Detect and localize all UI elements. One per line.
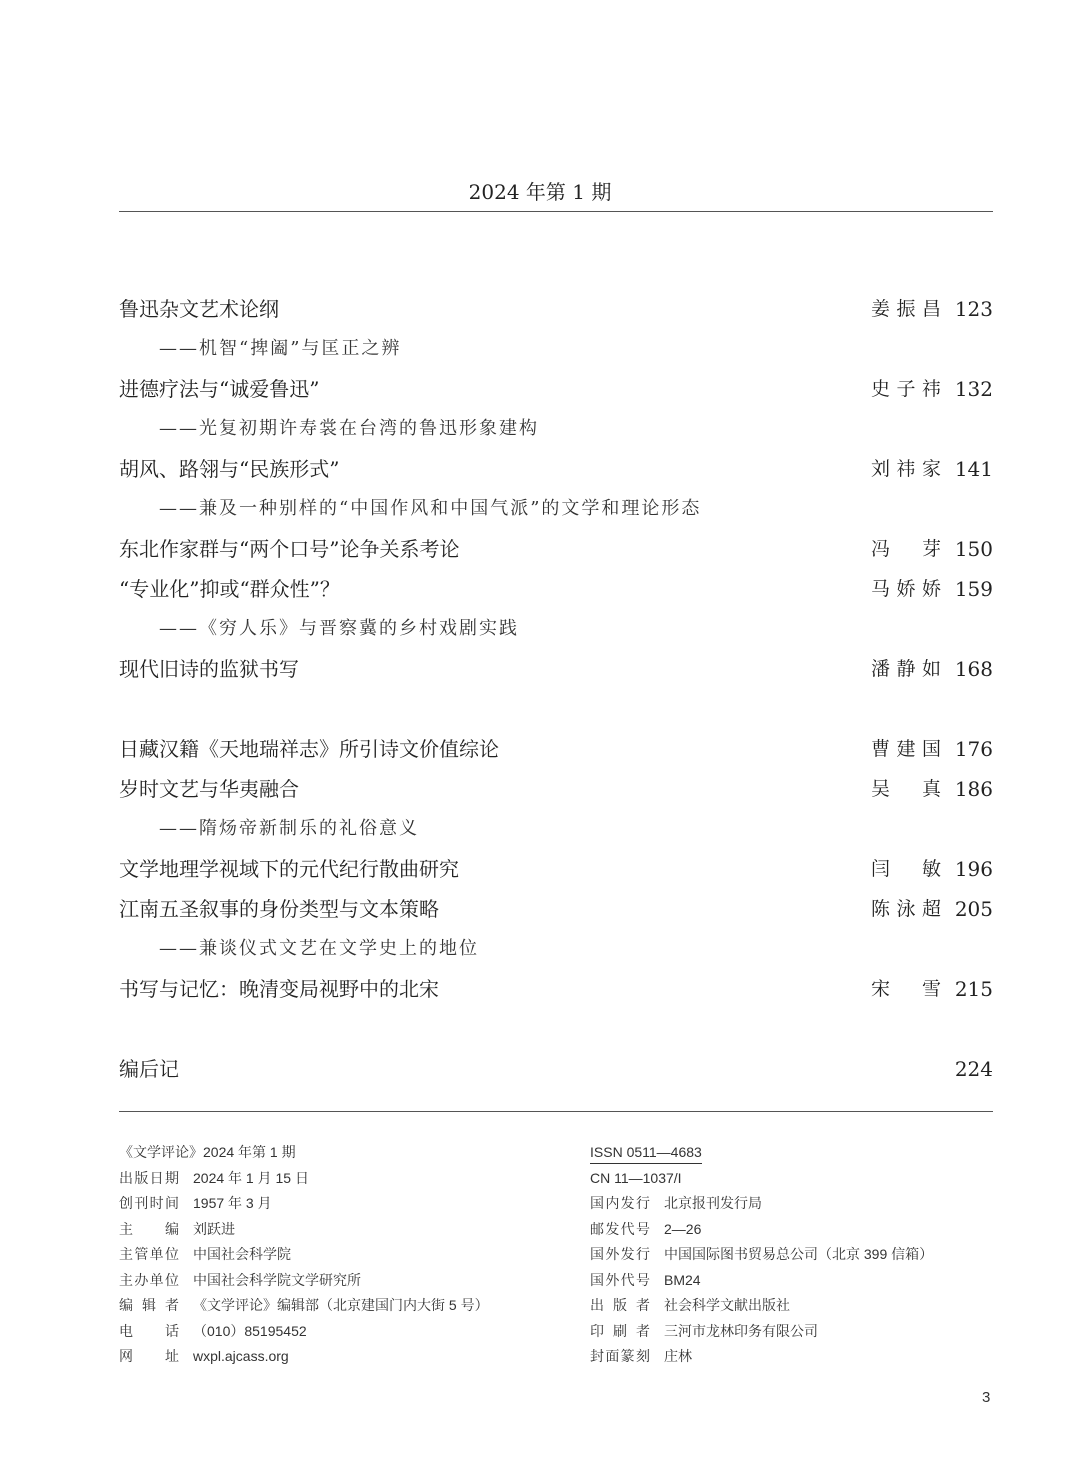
toc-subtitle-row: [119, 609, 993, 649]
toc-entry: [119, 849, 993, 889]
issue-heading: 2024 年第 1 期: [468, 180, 612, 204]
toc-title: 书写与记忆：晚清变局视野中的北宋: [119, 977, 439, 1001]
info-row: [119, 1166, 489, 1192]
toc-entry: [119, 569, 993, 609]
cn-number: CN 11—1037/I: [590, 1169, 682, 1186]
toc-entry: [119, 1049, 993, 1089]
toc-title: 江南五圣叙事的身份类型与文本策略: [119, 897, 439, 921]
info-value: 2024 年 1 月 15 日: [193, 1169, 309, 1186]
info-value: 2—26: [664, 1220, 702, 1237]
info-label: 创刊时间: [119, 1195, 179, 1211]
info-label: 国外发行: [590, 1246, 650, 1262]
toc-page-number: 196: [954, 857, 993, 881]
toc-page-number: 159: [954, 577, 993, 601]
toc-page-number: 186: [954, 777, 993, 801]
toc-section-gap: [119, 689, 993, 729]
toc-entry: [119, 769, 993, 809]
info-value: BM24: [664, 1271, 701, 1288]
toc-title: 编后记: [119, 1057, 179, 1081]
toc-subtitle-row: [119, 809, 993, 849]
toc-subtitle-row: [119, 329, 993, 369]
journal-issue: 《文学评论》2024 年第 1 期: [119, 1144, 296, 1160]
info-label: 主管单位: [119, 1246, 179, 1262]
info-row: [119, 1344, 489, 1370]
info-value: 《文学评论》编辑部（北京建国门内大街 5 号）: [193, 1297, 489, 1313]
page-number: 3: [982, 1389, 991, 1406]
info-label: 国外代号: [590, 1271, 650, 1288]
toc-subtitle: ——机智“捭阖”与匡正之辨: [159, 338, 402, 359]
toc-subtitle: ——兼及一种别样的“中国作风和中国气派”的文学和理论形态: [159, 498, 702, 519]
info-label: 出版日期: [119, 1169, 179, 1186]
info-value: 社会科学文献出版社: [664, 1297, 790, 1313]
info-row: [119, 1217, 489, 1243]
toc-author: 姜振昌: [871, 298, 941, 320]
info-label: 国内发行: [590, 1195, 650, 1211]
toc-page-number: 141: [954, 457, 993, 481]
info-row: [119, 1293, 489, 1319]
toc-title: 进德疗法与“诚爱鲁迅”: [119, 377, 320, 401]
toc-page-number: 215: [954, 977, 993, 1001]
info-label: 邮发代号: [590, 1220, 650, 1237]
toc-author: 潘静如: [871, 658, 941, 680]
toc-author: 闫敏: [871, 858, 941, 880]
info-label: 印刷者: [590, 1322, 650, 1339]
info-label: 主办单位: [119, 1271, 179, 1288]
info-row: [119, 1268, 489, 1294]
toc-title: 鲁迅杂文艺术论纲: [119, 297, 279, 321]
toc-page-number: 176: [954, 737, 993, 761]
toc-page-number: 168: [954, 657, 993, 681]
toc-subtitle: ——《穷人乐》与晋察冀的乡村戏剧实践: [159, 618, 519, 639]
info-value: 中国国际图书贸易总公司（北京 399 信箱）: [664, 1246, 934, 1262]
info-label: 主编: [119, 1220, 179, 1237]
footer-rule: [119, 1111, 993, 1112]
info-row: [119, 1319, 489, 1345]
info-value: 中国社会科学院: [193, 1246, 291, 1262]
toc-entry: [119, 729, 993, 769]
publication-info-right: [590, 1140, 933, 1370]
info-row: [119, 1242, 489, 1268]
info-label: 出版者: [590, 1297, 650, 1313]
toc-subtitle-row: [119, 409, 993, 449]
toc-section-gap: [119, 1009, 993, 1049]
info-value: 刘跃进: [193, 1220, 235, 1237]
toc-page-number: 123: [954, 297, 993, 321]
info-value: 中国社会科学院文学研究所: [193, 1271, 361, 1288]
info-value: 三河市龙林印务有限公司: [664, 1322, 818, 1339]
toc-subtitle: ——兼谈仪式文艺在文学史上的地位: [159, 938, 479, 959]
info-row: [590, 1191, 933, 1217]
info-row: [590, 1344, 933, 1370]
info-value: 庄林: [664, 1348, 692, 1364]
info-value: 北京报刊发行局: [664, 1195, 762, 1211]
toc-page-number: 205: [954, 897, 993, 921]
toc-subtitle-row: [119, 489, 993, 529]
toc-title: 胡风、路翎与“民族形式”: [119, 457, 340, 481]
info-label: 电话: [119, 1322, 179, 1339]
toc-entry: [119, 369, 993, 409]
toc-title: 文学地理学视域下的元代纪行散曲研究: [119, 857, 459, 881]
info-label: 编辑者: [119, 1297, 179, 1313]
info-label: 网址: [119, 1348, 179, 1364]
toc-author: 史子祎: [871, 378, 941, 400]
info-row: [590, 1217, 933, 1243]
toc-author: 陈泳超: [871, 898, 941, 920]
toc-author: 刘祎家: [871, 458, 941, 480]
toc-title: 东北作家群与“两个口号”论争关系考论: [119, 537, 460, 561]
toc-subtitle-row: [119, 929, 993, 969]
info-value: 1957 年 3 月: [193, 1195, 272, 1211]
toc-page-number: 150: [954, 537, 993, 561]
toc-entry: [119, 289, 993, 329]
toc-title: “专业化”抑或“群众性”？: [119, 577, 340, 601]
toc-subtitle: ——光复初期许寿裳在台湾的鲁迅形象建构: [159, 418, 539, 439]
info-row: [119, 1191, 489, 1217]
info-row: [590, 1319, 933, 1345]
toc-entry: [119, 969, 993, 1009]
header-rule: [119, 211, 993, 212]
toc-entry: [119, 889, 993, 929]
toc-subtitle: ——隋炀帝新制乐的礼俗意义: [159, 818, 419, 839]
toc-title: 岁时文艺与华夷融合: [119, 777, 299, 801]
info-row: [590, 1242, 933, 1268]
issn: ISSN 0511—4683: [590, 1141, 702, 1164]
toc-title: 日藏汉籍《天地瑞祥志》所引诗文价值综论: [119, 737, 499, 761]
info-row: [590, 1268, 933, 1294]
info-value: （010）85195452: [193, 1322, 307, 1339]
toc-page-number: 132: [954, 377, 993, 401]
toc-author: 吴真: [871, 778, 941, 800]
toc-title: 现代旧诗的监狱书写: [119, 657, 299, 681]
publication-info-left: [119, 1140, 489, 1370]
toc-author: 马娇娇: [871, 578, 941, 600]
info-row: [590, 1293, 933, 1319]
table-of-contents: [119, 289, 993, 1089]
toc-author: 宋雪: [871, 978, 941, 1000]
toc-page-number: 224: [954, 1057, 993, 1081]
toc-entry: [119, 529, 993, 569]
toc-entry: [119, 649, 993, 689]
info-value: wxpl.ajcass.org: [193, 1348, 289, 1364]
toc-author: 冯芽: [871, 538, 941, 560]
toc-author: 曹建国: [871, 738, 941, 760]
toc-entry: [119, 449, 993, 489]
info-label: 封面篆刻: [590, 1348, 650, 1364]
